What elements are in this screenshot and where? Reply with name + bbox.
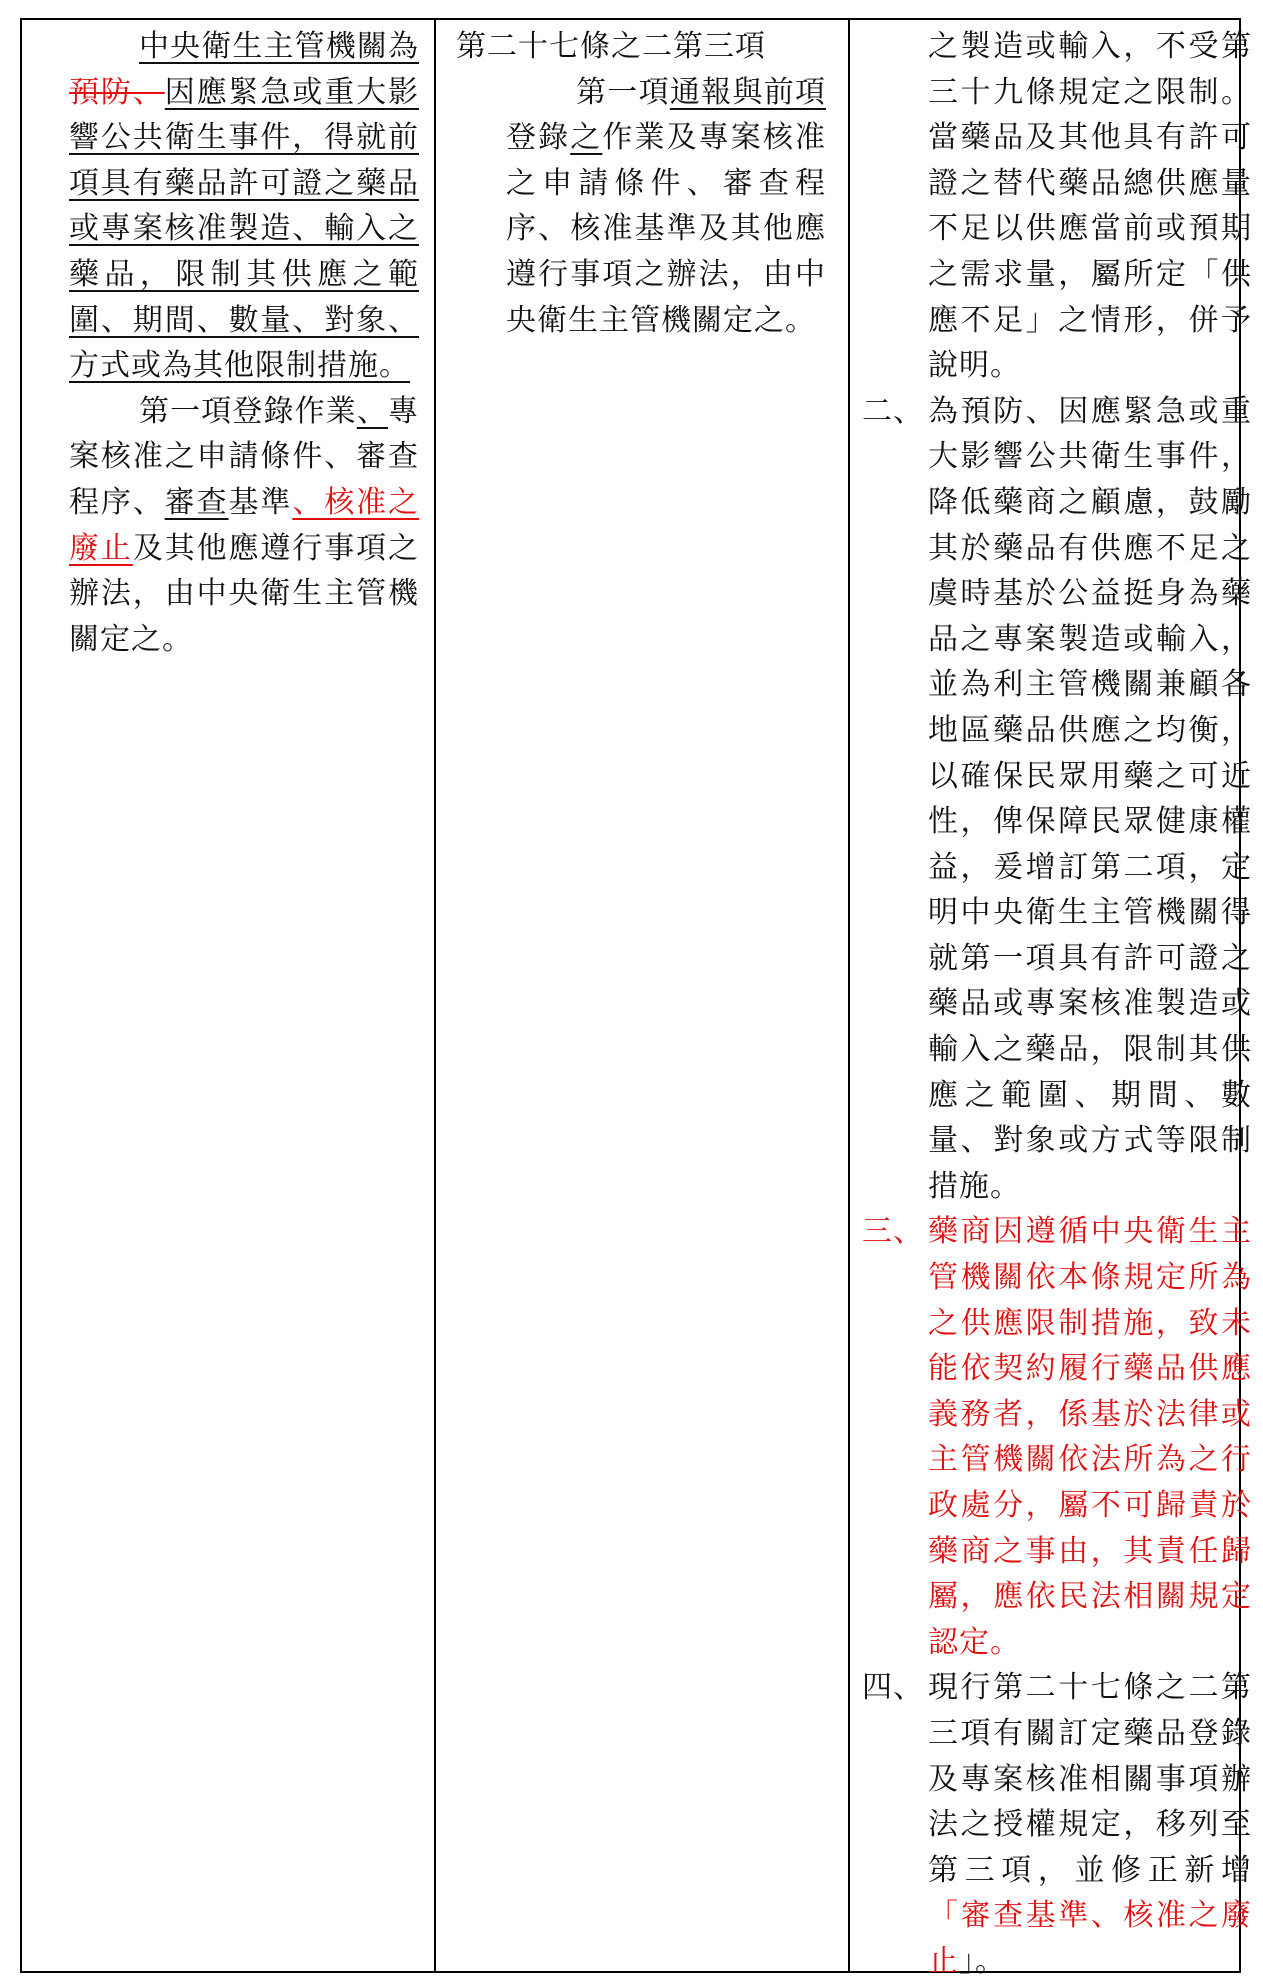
explanation-text bbox=[862, 24, 1252, 1985]
item-4-quote-close: 」。 bbox=[959, 1943, 1006, 1979]
amended-p1-text-a: 中央衛生主管機關為 bbox=[139, 29, 419, 64]
amended-paragraph-1 bbox=[69, 24, 419, 389]
current-text-column bbox=[436, 20, 850, 1971]
current-p1-text-a: 第一項 bbox=[576, 74, 670, 110]
amended-p2-text-e: 基準 bbox=[228, 484, 293, 520]
item-4-body bbox=[928, 1665, 1252, 1984]
current-p1-text-b: 通報與前項 bbox=[669, 74, 827, 110]
explanation-item-1-continued: 之製造或輸入，不受第三十九條規定之限制。當藥品及其他具有許可證之替代藥品總供應量不足以供應當前或預期之需求量，屬所定「供應不足」之情形，併予說明。 bbox=[928, 29, 1252, 384]
amended-p2-text-b: 、 bbox=[356, 393, 388, 429]
amended-p2-text-c: 專案核准之申請條件、審查程序、 bbox=[69, 393, 419, 520]
item-3-number: 三、 bbox=[862, 1214, 924, 1250]
current-text bbox=[456, 24, 826, 343]
comparison-table bbox=[20, 18, 1253, 1979]
deleted-text: 預防、 bbox=[69, 74, 165, 110]
current-p1-text-d: 之 bbox=[570, 120, 603, 156]
explanation-item-4 bbox=[862, 1665, 1252, 1984]
amended-p2-text-g: 及其他應遵行事項之辦法，由中央衛生主管機關定之。 bbox=[69, 530, 420, 657]
amended-text-column bbox=[22, 20, 436, 1971]
current-p1-text-c: 登錄 bbox=[506, 120, 571, 156]
amended-text bbox=[69, 24, 419, 662]
explanation-item-2 bbox=[862, 389, 1252, 1210]
amended-p2-text-f: 、核准之廢止 bbox=[69, 484, 420, 566]
item-3-text: 藥商因遵循中央衛生主管機關依本條規定所為之供應限制措施，致未能依契約履行藥品供應義務者，係基於法律或主管機關依法所為之行政處分，屬不可歸責於藥商之事由，其責任歸屬，應依民法相關規定認定。 bbox=[928, 1214, 1252, 1660]
explanation-item-3 bbox=[862, 1209, 1252, 1665]
amended-p2-text-a: 第一項登錄作業 bbox=[139, 393, 357, 429]
current-article-heading: 第二十七條之二第三項 bbox=[456, 29, 766, 64]
item-2-number: 二、 bbox=[862, 393, 924, 429]
amended-p1-text-b: 因應緊急或重大影響公共衛生事件，得就前項具有藥品許可證之藥品或專案核准製造、輸入之藥品，限制其供應之範圍、期間、數量、對象、方式或為其他限制措施。 bbox=[69, 74, 420, 384]
current-paragraph-1 bbox=[456, 70, 826, 344]
item-4-number: 四、 bbox=[862, 1670, 924, 1706]
explanation-column bbox=[850, 20, 1253, 1979]
item-4-text-highlight: 審查基準、核准之廢止 bbox=[928, 1898, 1253, 1979]
item-2-text: 為預防、因應緊急或重大影響公共衛生事件，降低藥商之顧慮，鼓勵其於藥品有供應不足之虞時基於公益挺身為藥品之專案製造或輸入，並為利主管機關兼顧各地區藥品供應之均衡，以確保民眾用藥之可近性，俾保障民眾健康權益，爰增訂第二項，定明中央衛生主管機關得就第一項具有許可證之藥品或專案核准製造或輸入之藥品，限制其供應之範圍、期間、數量、對象或方式等限制措施。 bbox=[928, 393, 1252, 1204]
item-4-text-a: 現行第二十七條之二第三項有關訂定藥品登錄及專案核准相關事項辦法之授權規定，移列至第三項，並修正新增 bbox=[928, 1670, 1252, 1888]
amended-p2-text-d: 審查 bbox=[164, 484, 229, 520]
current-p1-text-e: 作業及專案核准之申請條件、審查程序、核准基準及其他應遵行事項之辦法，由中央衛生主管機關定之。 bbox=[506, 120, 827, 338]
item-4-quote-open: 「 bbox=[928, 1898, 961, 1934]
amended-paragraph-2 bbox=[69, 389, 419, 663]
